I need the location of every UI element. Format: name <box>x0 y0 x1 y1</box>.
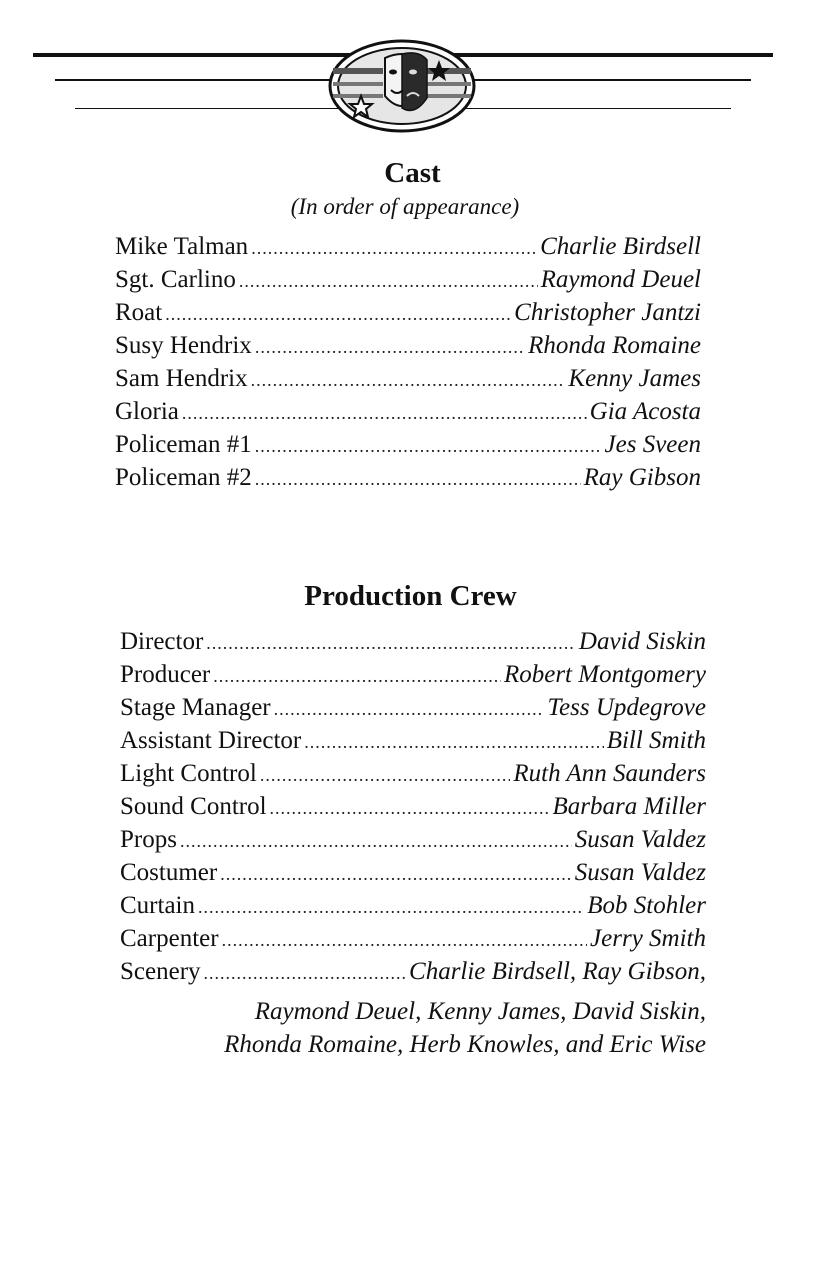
dot-leader <box>304 732 603 753</box>
role-label: Carpenter <box>120 925 219 952</box>
person-name: Jerry Smith <box>590 925 706 952</box>
person-name: Bill Smith <box>606 727 706 754</box>
crew-title: Production Crew <box>304 580 517 612</box>
crew-list <box>120 628 706 991</box>
crew-row <box>120 694 706 727</box>
dot-leader <box>270 798 550 819</box>
role-label: Director <box>120 628 204 655</box>
role-label: Sound Control <box>120 793 267 820</box>
person-name: Tess Updegrove <box>547 694 706 721</box>
person-name: Gia Acosta <box>589 398 701 425</box>
person-name: Ray Gibson <box>583 464 701 491</box>
dot-leader <box>274 699 545 720</box>
person-name: Rhonda Romaine <box>528 332 701 359</box>
dot-leader <box>213 666 501 687</box>
role-label: Assistant Director <box>120 727 302 754</box>
cast-row <box>115 233 701 266</box>
role-label: Light Control <box>120 760 257 787</box>
role-label: Policeman #1 <box>115 431 252 458</box>
person-name: Susan Valdez <box>574 859 706 886</box>
dot-leader <box>251 238 537 259</box>
dot-leader <box>260 765 511 786</box>
dot-leader <box>182 403 587 424</box>
crew-row <box>120 826 706 859</box>
role-label: Mike Talman <box>115 233 249 260</box>
cast-title: Cast <box>384 157 441 189</box>
person-name: Christopher Jantzi <box>514 299 701 326</box>
dot-leader <box>222 930 587 951</box>
cast-row <box>115 299 701 332</box>
dot-leader <box>204 963 406 984</box>
person-name: Jes Sveen <box>604 431 701 458</box>
scenery-continuation <box>120 995 706 1061</box>
role-label: Costumer <box>120 859 218 886</box>
crew-row <box>120 793 706 826</box>
person-name: Barbara Miller <box>552 793 706 820</box>
role-label: Stage Manager <box>120 694 271 721</box>
cast-subtitle: (In order of appearance) <box>290 194 520 219</box>
dot-leader <box>255 436 602 457</box>
crew-row <box>120 727 706 760</box>
person-name: Kenny James <box>568 365 701 392</box>
role-label: Policeman #2 <box>115 464 252 491</box>
person-name: Susan Valdez <box>574 826 706 853</box>
crew-row <box>120 925 706 958</box>
crew-row <box>120 958 706 991</box>
scenery-names-line-3: Rhonda Romaine, Herb Knowles, and Eric Wise <box>224 1031 706 1058</box>
role-label: Sgt. Carlino <box>115 266 236 293</box>
person-name: Charlie Birdsell <box>540 233 701 260</box>
dot-leader <box>255 469 581 490</box>
dot-leader <box>239 271 538 292</box>
cast-row <box>115 398 701 431</box>
role-label: Props <box>120 826 177 853</box>
role-label: Curtain <box>120 892 195 919</box>
cast-list <box>115 233 701 497</box>
dot-leader <box>255 337 525 358</box>
scenery-names-line-2: Raymond Deuel, Kenny James, David Siskin, <box>254 998 706 1025</box>
person-name: Bob Stohler <box>587 892 706 919</box>
person-name: David Siskin <box>578 628 706 655</box>
role-label: Sam Hendrix <box>115 365 248 392</box>
dot-leader <box>251 370 566 391</box>
crew-row <box>120 892 706 925</box>
person-name: Raymond Deuel <box>540 266 701 293</box>
crew-row <box>120 661 706 694</box>
person-name: Robert Montgomery <box>503 661 706 688</box>
dot-leader <box>165 304 511 325</box>
role-label: Gloria <box>115 398 179 425</box>
dot-leader <box>198 897 584 918</box>
cast-row <box>115 266 701 299</box>
role-label: Susy Hendrix <box>115 332 252 359</box>
crew-row <box>120 760 706 793</box>
cast-row <box>115 365 701 398</box>
dot-leader <box>180 831 572 852</box>
cast-row <box>115 431 701 464</box>
role-label: Roat <box>115 299 163 326</box>
person-name: Ruth Ann Saunders <box>513 760 706 787</box>
person-name: Charlie Birdsell, Ray Gibson, <box>409 958 706 985</box>
cast-row <box>115 464 701 497</box>
dot-leader <box>220 864 572 885</box>
theater-masks-emblem-icon <box>327 38 477 134</box>
role-label: Scenery <box>120 958 201 985</box>
role-label: Producer <box>120 661 211 688</box>
cast-row <box>115 332 701 365</box>
crew-row <box>120 628 706 661</box>
dot-leader <box>206 633 576 654</box>
crew-row <box>120 859 706 892</box>
